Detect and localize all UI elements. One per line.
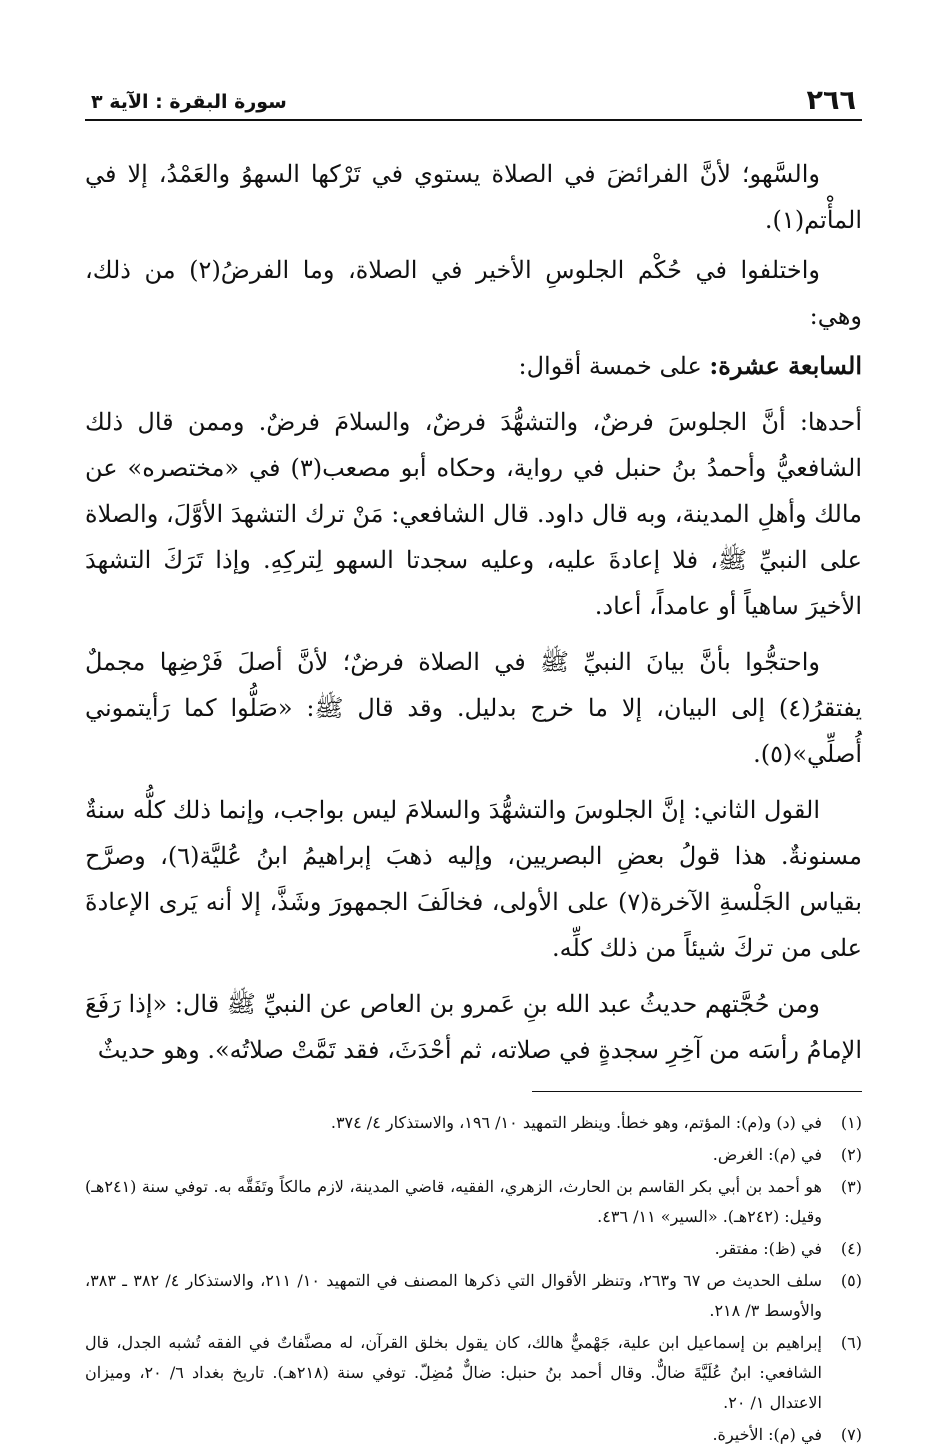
footnote-text: في (م): الغرض. — [712, 1145, 822, 1164]
paragraph: القول الثاني: إنَّ الجلوسَ والتشهُّدَ والسلامَ ليس بواجب، وإنما ذلك كلُّه سنةٌ مسنونةٌ. هذا قولُ بعضِ البصريين، وإليه ذهبَ إبراهيمُ ابنُ عُليَّة(٦)، وصرَّح بقياس الجَلْسةِ الآخرة(٧) على الأولى، فخالَفَ الجمهورَ وشَذَّ، إلا أنه يَرى الإعادةَ على من تركَ شيئاً من ذلك كلِّه. — [85, 796, 863, 962]
footnote-text: إبراهيم بن إسماعيل ابن علية، جَهْميٌّ هالك، كان يقول بخلق القرآن، له مصنَّفاتٌ في الفقه تُشبه الجدل، قال الشافعي: ابنُ عُلَيَّةَ ضالٌّ. وقال أحمد بنُ حنبل: ضالٌّ مُضِلّ. توفي سنة (٢١٨هـ). تاريخ بغداد ٦/ ٢٠، وميزان الاعتدال ١/ ٢٠. — [85, 1333, 822, 1412]
footnote — [85, 1108, 862, 1138]
footnote-text: في (د) و(م): المؤتم، وهو خطأ. وينظر التمهيد ١٠/ ١٩٦، والاستذكار ٤/ ٣٧٤. — [330, 1113, 822, 1132]
page-number: ٢٦٦ — [806, 85, 856, 116]
footnote-number: (٣) — [840, 1177, 862, 1196]
footnote — [85, 1140, 862, 1170]
footnote — [85, 1234, 862, 1264]
paragraph: ومن حُجَّتهم حديثُ عبد الله بنِ عَمرو بن العاص عن النبيِّ ﷺ قال: «إذا رَفَعَ الإمامُ رأسَه من آخِرِ سجدةٍ في صلاته، ثم أحْدَثَ، فقد تَمَّتْ صلاتُه». وهو حديثٌ — [85, 990, 862, 1064]
footnote-number: (٧) — [840, 1425, 862, 1444]
paragraph: واحتجُّوا بأنَّ بيانَ النبيِّ ﷺ في الصلاة فرضٌ؛ لأنَّ أصلَ فَرْضِها مجملٌ يفتقرُ(٤) إلى البيان، إلا ما خرج بدليل. وقد قال ﷺ: «صَلُّوا كما رَأيتموني أُصلِّي»(٥). — [85, 648, 862, 768]
paragraph: واختلفوا في حُكْم الجلوسِ الأخير في الصلاة، وما الفرضُ(٢) من ذلك، وهي: — [85, 256, 862, 330]
footnote — [85, 1420, 862, 1450]
footnote-number: (٢) — [840, 1145, 862, 1164]
footnote-rule — [532, 1091, 862, 1092]
footnote — [85, 1172, 862, 1232]
footnote-text: سلف الحديث ص ٦٧ و٢٦٣، وتنظر الأقوال التي ذكرها المصنف في التمهيد ١٠/ ٢١١، والاستذكار ٤/ ٣٨٢ ـ ٣٨٣، والأوسط ٣/ ٢١٨. — [85, 1271, 823, 1320]
running-header — [85, 80, 862, 116]
footnote-text: في (م): الأخيرة. — [712, 1425, 822, 1444]
footnote — [85, 1328, 862, 1418]
footnote-number: (٦) — [840, 1333, 862, 1352]
body-text — [85, 151, 862, 1073]
section-heading-text: على خمسة أقوال: — [518, 352, 710, 380]
header-rule — [85, 119, 862, 121]
footnote-number: (١) — [840, 1113, 862, 1132]
surah-title: سورة البقرة : الآية ٣ — [91, 91, 287, 113]
section-heading: السابعة عشرة: — [709, 351, 862, 380]
page — [85, 80, 863, 1444]
paragraph: أحدها: أنَّ الجلوسَ فرضٌ، والتشهُّدَ فرضٌ، والسلامَ فرضٌ. وممن قال ذلك الشافعيُّ وأحمدُ بنُ حنبل في رواية، وحكاه أبو مصعب(٣) في «مختصره» عن مالك وأهلِ المدينة، وبه قال داود. قال الشافعي: مَنْ ترك التشهدَ الأوَّلَ، والصلاة على النبيِّ ﷺ، فلا إعادةَ عليه، وعليه سجدتا السهو لِتركِهِ. وإذا تَرَكَ التشهدَ الأخيرَ ساهياً أو عامداً، أعاد. — [85, 408, 863, 620]
paragraph — [85, 343, 862, 389]
paragraph: والسَّهو؛ لأنَّ الفرائضَ في الصلاة يستوي في تَرْكها السهوُ والعَمْدُ، إلا في المأْتم(١). — [85, 160, 862, 234]
footnote-number: (٤) — [840, 1239, 862, 1258]
footnote-text: هو أحمد بن أبي بكر القاسم بن الحارث، الزهري، الفقيه، قاضي المدينة، لازم مالكاً وتَفَقَّه به. توفي سنة (٢٤١هـ) وقيل: (٢٤٢هـ). «السير» ١١/ ٤٣٦. — [85, 1177, 822, 1226]
footnote — [85, 1266, 862, 1326]
footnotes — [85, 1108, 862, 1450]
footnote-number: (٥) — [840, 1271, 862, 1290]
footnote-text: في (ظ): مفتقر. — [714, 1239, 822, 1258]
